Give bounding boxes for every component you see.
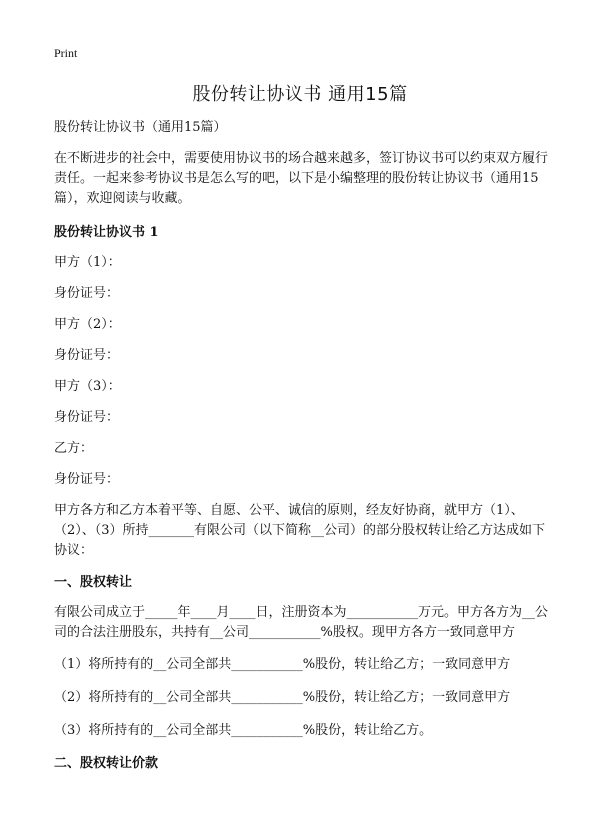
- id-number-field: 身份证号：: [54, 286, 120, 301]
- party-a3-field: 甲方（3）：: [54, 379, 121, 394]
- clause-1-paragraph: 有限公司成立于_____年____月____日，注册资本为___________万元。甲方各方为__公司的合法注册股东，共持有__公司___________%股权。现甲方各方一致同意甲方: [54, 605, 549, 640]
- transfer-item-3: （3）将所持有的__公司全部共___________%股份，转让给乙方。: [54, 723, 433, 738]
- party-a1-field: 甲方（1）：: [54, 255, 121, 270]
- party-a2-field: 甲方（2）：: [54, 317, 121, 332]
- section-heading: 股份转让协议书 1: [54, 225, 159, 240]
- party-b-field: 乙方：: [54, 441, 94, 456]
- clause-heading-1: 一、股权转让: [54, 575, 133, 590]
- print-link[interactable]: Print: [54, 46, 78, 60]
- intro-paragraph: 在不断进步的社会中，需要使用协议书的场合越来越多，签订协议书可以约束双方履行责任。一起来参考协议书是怎么写的吧，以下是小编整理的股份转让协议书（通用15篇），欢迎阅读与收藏。: [54, 151, 549, 206]
- document-title: 股份转让协议书 通用15篇: [192, 84, 408, 105]
- id-number-field: 身份证号：: [54, 348, 120, 363]
- agreement-paragraph: 甲方各方和乙方本着平等、自愿、公平、诚信的原则，经友好协商，就甲方（1）、（2）、（3）所持_______有限公司（以下简称__公司）的部分股权转让给乙方达成如下协议：: [54, 503, 546, 558]
- id-number-field: 身份证号：: [54, 472, 120, 487]
- clause-heading-2: 二、股权转让价款: [54, 756, 159, 771]
- id-number-field: 身份证号：: [54, 410, 120, 425]
- document-body: [54, 118, 554, 784]
- transfer-item-2: （2）将所持有的__公司全部共___________%股份，转让给乙方；一致同意甲方: [54, 690, 511, 705]
- document-subtitle: 股份转让协议书（通用15篇）: [54, 120, 227, 135]
- transfer-item-1: （1）将所持有的__公司全部共___________%股份，转让给乙方；一致同意甲方: [54, 657, 511, 672]
